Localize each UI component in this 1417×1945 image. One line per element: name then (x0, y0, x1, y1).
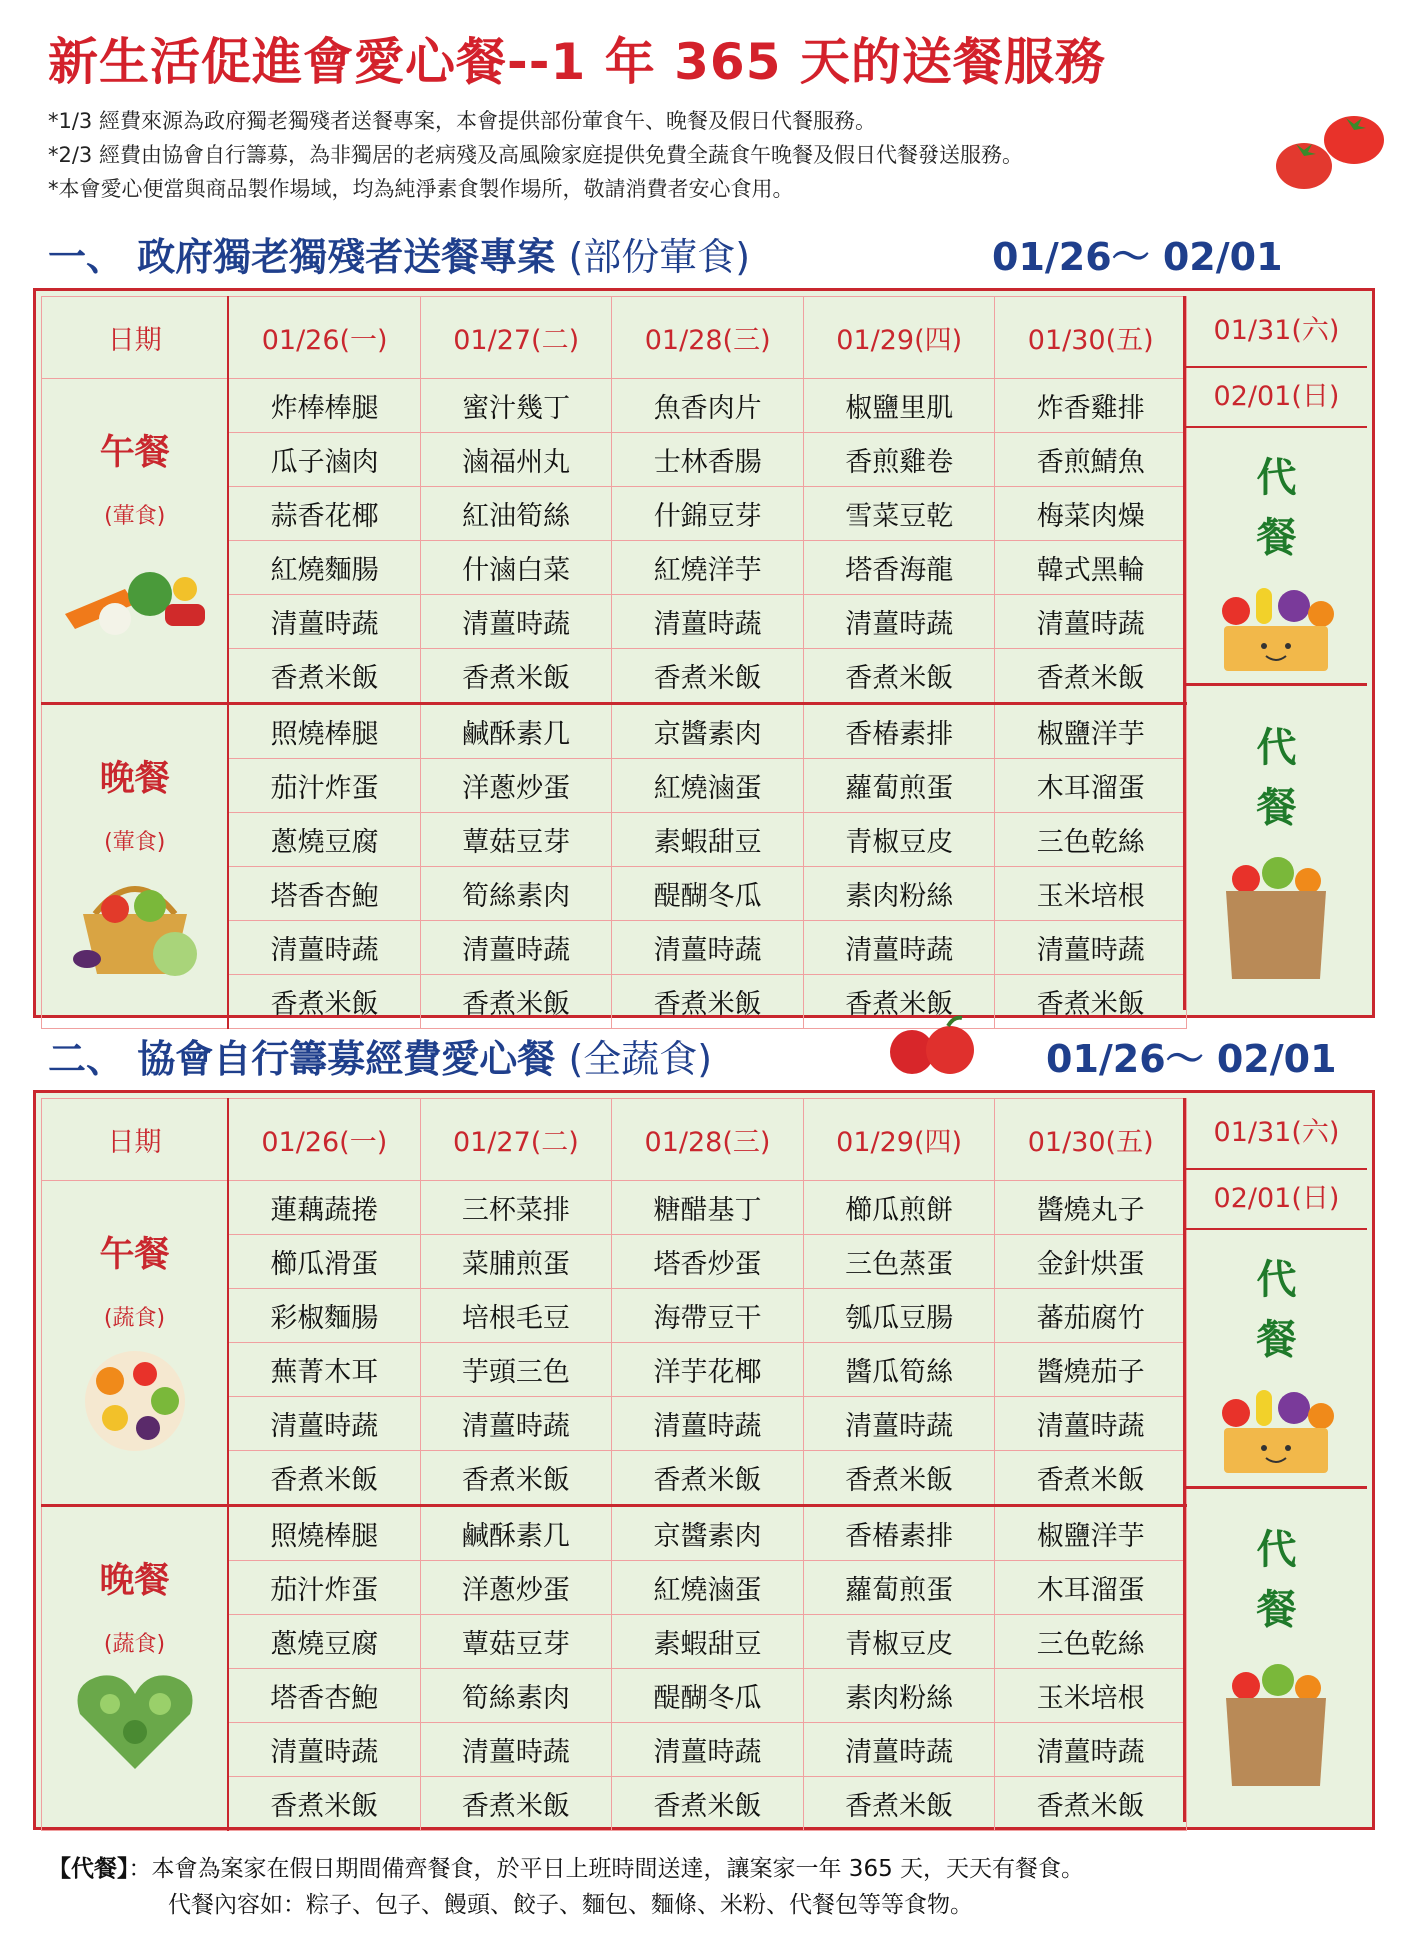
lunch-label-cell (42, 379, 229, 704)
vegetable-circle-icon (70, 1346, 200, 1456)
lunch-dish: 香煎雞卷 (803, 433, 995, 487)
weekend-column-1 (1183, 296, 1367, 1010)
vegetable-basket-icon (65, 864, 205, 984)
lunch-dish: 三杯菜排 (420, 1181, 612, 1235)
dinner-dish: 香煮米飯 (420, 975, 612, 1029)
fruit-box-icon (1206, 1378, 1346, 1488)
lunch-dish: 香煮米飯 (228, 649, 420, 704)
dinner-kind: (蔬食) (103, 1632, 166, 1657)
dinner-label: 晚餐 (99, 759, 170, 799)
dinner-dish: 塔香杏鮑 (228, 1669, 420, 1723)
vegetable-heart-icon (65, 1664, 205, 1774)
weekend-divider (1186, 683, 1367, 686)
dinner-dish: 青椒豆皮 (803, 813, 995, 867)
lunch-dish: 瓠瓜豆腸 (803, 1289, 995, 1343)
lunch-dish: 清薑時蔬 (612, 595, 804, 649)
dinner-dish: 清薑時蔬 (420, 1723, 612, 1777)
lunch-dish: 香煮米飯 (420, 1451, 612, 1506)
substitute-char: 代 (1256, 1257, 1297, 1303)
dinner-dish: 京醬素肉 (612, 704, 804, 759)
menu-table-2 (33, 1090, 1375, 1830)
lunch-dish: 洋芋花椰 (612, 1343, 804, 1397)
dinner-dish: 香煮米飯 (228, 1777, 420, 1831)
lunch-dish: 蜜汁幾丁 (420, 379, 612, 433)
lunch-dish: 魚香肉片 (612, 379, 804, 433)
menu-grid-2 (41, 1098, 1187, 1831)
lunch-dish: 清薑時蔬 (420, 595, 612, 649)
dinner-dish: 香煮米飯 (228, 975, 420, 1029)
date-label: 日期 (42, 297, 229, 379)
lunch-dish: 櫛瓜煎餅 (803, 1181, 995, 1235)
dinner-dish: 清薑時蔬 (995, 1723, 1187, 1777)
lunch-dish: 士林香腸 (612, 433, 804, 487)
dinner-dish: 青椒豆皮 (803, 1615, 995, 1669)
lunch-dish: 香煮米飯 (803, 649, 995, 704)
dinner-dish: 三色乾絲 (995, 1615, 1187, 1669)
lunch-dish: 塔香海龍 (803, 541, 995, 595)
substitute-char: 餐 (1256, 785, 1297, 831)
lunch-dish: 三色蒸蛋 (803, 1235, 995, 1289)
dinner-dish: 香煮米飯 (803, 1777, 995, 1831)
date-header: 01/28(三) (612, 1099, 804, 1181)
lunch-dish: 韓式黑輪 (995, 541, 1187, 595)
lunch-dish: 金針烘蛋 (995, 1235, 1187, 1289)
date-header: 01/27(二) (420, 297, 612, 379)
dinner-dish: 香煮米飯 (612, 975, 804, 1029)
dinner-dish: 木耳溜蛋 (995, 1561, 1187, 1615)
weekend-date-sun: 02/01(日) (1186, 368, 1367, 428)
dinner-dish: 塔香杏鮑 (228, 867, 420, 921)
section-2-heading (48, 1028, 1368, 1083)
substitute-char: 餐 (1256, 515, 1297, 561)
dinner-dish: 紅燒滷蛋 (612, 759, 804, 813)
tomato-icon (1272, 108, 1387, 198)
weekend-date-sun: 02/01(日) (1186, 1170, 1367, 1230)
date-header: 01/27(二) (420, 1099, 612, 1181)
note-2: *2/3 經費由協會自行籌募，為非獨居的老病殘及高風險家庭提供免費全蔬食午晚餐及假日代餐發送服務。 (48, 143, 1023, 167)
grocery-bag-icon (1216, 851, 1336, 981)
dinner-dish: 蘿蔔煎蛋 (803, 759, 995, 813)
lunch-dish: 香煮米飯 (612, 649, 804, 704)
lunch-dish: 清薑時蔬 (612, 1397, 804, 1451)
date-label: 日期 (42, 1099, 229, 1181)
dinner-dish: 椒鹽洋芋 (995, 1506, 1187, 1561)
date-header: 01/30(五) (995, 1099, 1187, 1181)
lunch-dish: 清薑時蔬 (228, 595, 420, 649)
dinner-dish: 素肉粉絲 (803, 867, 995, 921)
page-title: 新生活促進會愛心餐--1 年 365 天的送餐服務 (48, 33, 1106, 91)
lunch-dish: 蕪菁木耳 (228, 1343, 420, 1397)
footer-line-2: 代餐內容如：粽子、包子、饅頭、餃子、麵包、麵條、米粉、代餐包等等食物。 (168, 1892, 973, 1918)
lunch-dish: 椒鹽里肌 (803, 379, 995, 433)
dinner-label-cell (42, 1506, 229, 1831)
lunch-dish: 香煮米飯 (612, 1451, 804, 1506)
substitute-char: 代 (1256, 1527, 1297, 1573)
lunch-label: 午餐 (99, 433, 170, 473)
date-header: 01/28(三) (612, 297, 804, 379)
dinner-dish: 香煮米飯 (995, 1777, 1187, 1831)
lunch-dish: 海帶豆干 (612, 1289, 804, 1343)
notes (48, 104, 1023, 206)
lunch-dish: 菜脯煎蛋 (420, 1235, 612, 1289)
dinner-dish: 香煮米飯 (803, 975, 995, 1029)
dinner-dish: 蔥燒豆腐 (228, 1615, 420, 1669)
dinner-dish: 香煮米飯 (612, 1777, 804, 1831)
date-header: 01/26(一) (228, 297, 420, 379)
dinner-dish: 筍絲素肉 (420, 867, 612, 921)
lunch-label: 午餐 (99, 1235, 170, 1275)
lunch-dish: 香煮米飯 (803, 1451, 995, 1506)
lunch-dish: 紅油筍絲 (420, 487, 612, 541)
lunch-dish: 什錦豆芽 (612, 487, 804, 541)
lunch-dish: 糖醋基丁 (612, 1181, 804, 1235)
lunch-dish: 清薑時蔬 (228, 1397, 420, 1451)
lunch-dish: 醬燒丸子 (995, 1181, 1187, 1235)
lunch-dish: 櫛瓜滑蛋 (228, 1235, 420, 1289)
dinner-dish: 玉米培根 (995, 1669, 1187, 1723)
lunch-dish: 梅菜肉燥 (995, 487, 1187, 541)
lunch-dish: 香煮米飯 (228, 1451, 420, 1506)
dinner-dish: 清薑時蔬 (612, 1723, 804, 1777)
note-1: *1/3 經費來源為政府獨老獨殘者送餐專案，本會提供部份葷食午、晚餐及假日代餐服務。 (48, 109, 876, 133)
dinner-dish: 鹹酥素几 (420, 704, 612, 759)
lunch-dish: 芋頭三色 (420, 1343, 612, 1397)
lunch-dish: 清薑時蔬 (995, 1397, 1187, 1451)
lunch-dish: 雪菜豆乾 (803, 487, 995, 541)
lunch-dish: 清薑時蔬 (803, 595, 995, 649)
dinner-dish: 香煮米飯 (420, 1777, 612, 1831)
lunch-dish: 紅燒洋芋 (612, 541, 804, 595)
lunch-dish: 香煎鯖魚 (995, 433, 1187, 487)
lunch-dish: 香煮米飯 (995, 1451, 1187, 1506)
lunch-dish: 蒜香花椰 (228, 487, 420, 541)
dinner-dish: 素蝦甜豆 (612, 813, 804, 867)
weekend-date-sat: 01/31(六) (1186, 296, 1367, 368)
lunch-dish: 滷福州丸 (420, 433, 612, 487)
dinner-dish: 照燒棒腿 (228, 704, 420, 759)
dinner-dish: 香椿素排 (803, 1506, 995, 1561)
dinner-dish: 醍醐冬瓜 (612, 1669, 804, 1723)
dinner-dish: 香煮米飯 (995, 975, 1187, 1029)
dinner-dish: 紅燒滷蛋 (612, 1561, 804, 1615)
section-1-paren: (部份葷食) (568, 235, 751, 279)
weekend-date-sat: 01/31(六) (1186, 1098, 1367, 1170)
apples-icon (882, 1012, 982, 1080)
dinner-dish: 素肉粉絲 (803, 1669, 995, 1723)
dinner-dish: 素蝦甜豆 (612, 1615, 804, 1669)
substitute-char: 代 (1256, 725, 1297, 771)
dinner-dish: 京醬素肉 (612, 1506, 804, 1561)
dinner-dish: 醍醐冬瓜 (612, 867, 804, 921)
dinner-dish: 清薑時蔬 (228, 1723, 420, 1777)
dinner-dish: 清薑時蔬 (420, 921, 612, 975)
lunch-dish: 紅燒麵腸 (228, 541, 420, 595)
lunch-dish: 醬燒茄子 (995, 1343, 1187, 1397)
section-1-title: 一、 政府獨老獨殘者送餐專案 (48, 235, 556, 279)
footer-line-1: ：本會為案家在假日期間備齊餐食，於平日上班時間送達，讓案家一年 365 天，天天有餐食。 (128, 1856, 1085, 1882)
note-3: *本會愛心便當與商品製作場域，均為純淨素食製作場所，敬請消費者安心食用。 (48, 177, 794, 201)
section-1-heading (48, 226, 1348, 281)
section-2-title: 二、 協會自行籌募經費愛心餐 (48, 1037, 556, 1081)
date-header: 01/29(四) (803, 297, 995, 379)
lunch-dish: 清薑時蔬 (995, 595, 1187, 649)
lunch-dish: 培根毛豆 (420, 1289, 612, 1343)
dinner-dish: 清薑時蔬 (803, 921, 995, 975)
lunch-kind: (蔬食) (103, 1306, 166, 1331)
dinner-dish: 茄汁炸蛋 (228, 1561, 420, 1615)
dinner-dish: 茄汁炸蛋 (228, 759, 420, 813)
lunch-dish: 塔香炒蛋 (612, 1235, 804, 1289)
section-1-range: 01/26～ 02/01 (992, 235, 1283, 279)
dinner-dish: 蔥燒豆腐 (228, 813, 420, 867)
substitute-char: 餐 (1256, 1587, 1297, 1633)
dinner-dish: 洋蔥炒蛋 (420, 1561, 612, 1615)
weekend-column-2 (1183, 1098, 1367, 1822)
dinner-dish: 玉米培根 (995, 867, 1187, 921)
lunch-dish: 清薑時蔬 (420, 1397, 612, 1451)
dinner-dish: 鹹酥素几 (420, 1506, 612, 1561)
date-header: 01/26(一) (228, 1099, 420, 1181)
weekend-divider (1186, 1486, 1367, 1489)
lunch-dish: 蓮藕蔬捲 (228, 1181, 420, 1235)
footer-label: 【代餐】 (48, 1856, 129, 1882)
fruit-box-icon (1206, 576, 1346, 686)
lunch-dish: 醬瓜筍絲 (803, 1343, 995, 1397)
lunch-dish: 瓜子滷肉 (228, 433, 420, 487)
dinner-dish: 蕈菇豆芽 (420, 1615, 612, 1669)
dinner-kind: (葷食) (104, 830, 166, 855)
vegetables-icon (55, 554, 215, 644)
dinner-dish: 洋蔥炒蛋 (420, 759, 612, 813)
dinner-dish: 蕈菇豆芽 (420, 813, 612, 867)
dinner-dish: 清薑時蔬 (803, 1723, 995, 1777)
dinner-dish: 清薑時蔬 (228, 921, 420, 975)
lunch-dish: 彩椒麵腸 (228, 1289, 420, 1343)
lunch-label-cell (42, 1181, 229, 1506)
lunch-dish: 清薑時蔬 (803, 1397, 995, 1451)
dinner-dish: 照燒棒腿 (228, 1506, 420, 1561)
dinner-label: 晚餐 (99, 1561, 170, 1601)
dinner-dish: 椒鹽洋芋 (995, 704, 1187, 759)
lunch-dish: 什滷白菜 (420, 541, 612, 595)
menu-table-1 (33, 288, 1375, 1018)
substitute-char: 代 (1256, 455, 1297, 501)
dinner-dish: 蘿蔔煎蛋 (803, 1561, 995, 1615)
lunch-kind: (葷食) (104, 504, 166, 529)
dinner-dish: 清薑時蔬 (995, 921, 1187, 975)
date-header: 01/30(五) (995, 297, 1187, 379)
lunch-dish: 炸棒棒腿 (228, 379, 420, 433)
date-header: 01/29(四) (803, 1099, 995, 1181)
section-2-paren: (全蔬食) (568, 1037, 713, 1081)
lunch-dish: 炸香雞排 (995, 379, 1187, 433)
dinner-dish: 清薑時蔬 (612, 921, 804, 975)
lunch-dish: 蕃茄腐竹 (995, 1289, 1187, 1343)
dinner-dish: 香椿素排 (803, 704, 995, 759)
lunch-dish: 香煮米飯 (995, 649, 1187, 704)
dinner-dish: 筍絲素肉 (420, 1669, 612, 1723)
grocery-bag-icon (1216, 1658, 1336, 1788)
substitute-char: 餐 (1256, 1317, 1297, 1363)
menu-grid-1 (41, 296, 1187, 1029)
section-2-range: 01/26～ 02/01 (1046, 1037, 1337, 1081)
dinner-label-cell (42, 704, 229, 1029)
dinner-dish: 三色乾絲 (995, 813, 1187, 867)
footer-note (48, 1851, 1084, 1923)
lunch-dish: 香煮米飯 (420, 649, 612, 704)
dinner-dish: 木耳溜蛋 (995, 759, 1187, 813)
